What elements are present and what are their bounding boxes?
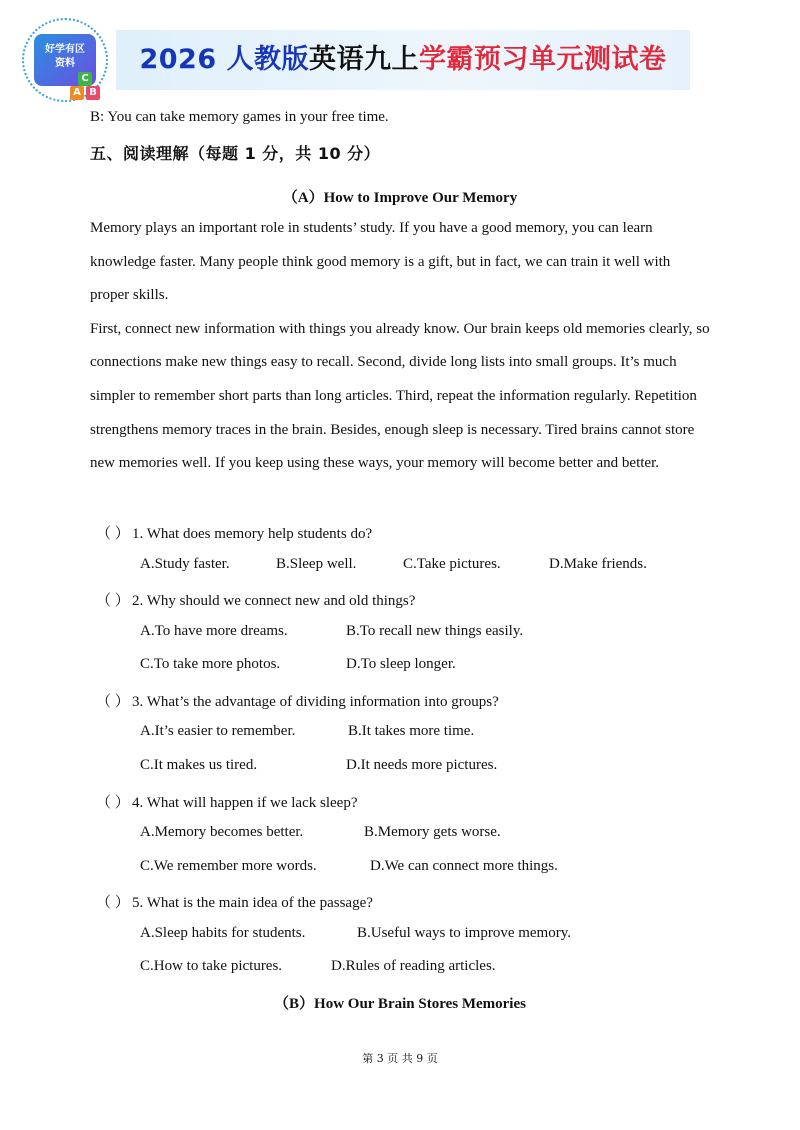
section-heading: 五、阅读理解（每题 1 分，共 10 分） [90, 144, 381, 163]
q5-option-b: B.Useful ways to improve memory. [357, 925, 571, 941]
question-stem-5: 5. What is the main idea of the passage? [132, 895, 373, 911]
page-title [116, 30, 690, 90]
q1-option-c: C.Take pictures. [403, 556, 501, 572]
q1-option-a: A.Study faster. [140, 556, 230, 572]
passage-b-title: （B）How Our Brain Stores Memories [274, 996, 526, 1012]
page-number-footer: 第 3 页 共 9 页 [362, 1052, 438, 1065]
title-part-subject: 英语九上 [309, 44, 420, 75]
q5-option-d: D.Rules of reading articles. [331, 958, 496, 974]
question-2 [96, 589, 415, 610]
q3-option-c: C.It makes us tired. [140, 757, 258, 773]
question-1 [96, 522, 372, 543]
q5-option-a: A.Sleep habits for students. [140, 925, 306, 941]
passage-a-paragraph-2: First, connect new information with things you already know. Our brain keeps old memories clearly, so connections make new things easy to recall. Second, divide long lists into small groups. It’s much simpler to remember short parts than long articles. Third, repeat the information regularly. Repetition strengthens memory traces in the brain. Besides, enough sleep is necessary. Tired brains cannot store new memories well. If you keep using these ways, your memory will become better and better. [90, 320, 710, 472]
title-banner [116, 30, 690, 90]
question-stem-3: 3. What’s the advantage of dividing information into groups? [132, 694, 499, 710]
q4-option-d: D.We can connect more things. [370, 858, 558, 874]
q5-option-c: C.How to take pictures. [140, 958, 283, 974]
question-stem-1: 1. What does memory help students do? [132, 526, 373, 542]
answer-blank-3[interactable]: （ ） [96, 694, 130, 710]
abc-block-b-icon: B [86, 86, 100, 100]
answer-blank-5[interactable]: （ ） [96, 895, 130, 911]
previous-answer-line: B: You can take memory games in your free time. [90, 109, 389, 125]
title-part-edition: 2026 人教版 [139, 44, 310, 75]
logo-text-line2: 资料 [55, 58, 75, 69]
passage-a-paragraph-1: Memory plays an important role in students’ study. If you have a good memory, you can learn knowledge faster. Many people think good memory is a gift, but in fact, we can train it well with proper skills. [90, 220, 671, 304]
q2-option-c: C.To take more photos. [140, 656, 281, 672]
q4-option-a: A.Memory becomes better. [140, 824, 304, 840]
site-logo [22, 18, 108, 102]
q2-option-b: B.To recall new things easily. [346, 623, 524, 639]
q3-option-a: A.It’s easier to remember. [140, 723, 296, 739]
answer-blank-4[interactable]: （ ） [96, 795, 130, 811]
question-5 [96, 891, 373, 912]
q3-option-b: B.It takes more time. [348, 723, 475, 739]
question-stem-4: 4. What will happen if we lack sleep? [132, 795, 358, 811]
abc-block-c-icon: C [78, 72, 92, 86]
q4-option-c: C.We remember more words. [140, 858, 317, 874]
q4-option-b: B.Memory gets worse. [364, 824, 501, 840]
answer-blank-2[interactable]: （ ） [96, 593, 130, 609]
q1-option-d: D.Make friends. [549, 556, 647, 572]
passage-a-body [90, 212, 710, 481]
q1-option-b: B.Sleep well. [276, 556, 357, 572]
question-3 [96, 690, 499, 711]
question-stem-2: 2. Why should we connect new and old things? [132, 593, 416, 609]
logo-text-line1: 好学有区 [45, 44, 85, 55]
q3-option-d: D.It needs more pictures. [346, 757, 498, 773]
answer-blank-1[interactable]: （ ） [96, 526, 130, 542]
passage-a-title: （A）How to Improve Our Memory [282, 190, 518, 206]
question-4 [96, 791, 357, 812]
abc-block-a-icon: A [70, 86, 84, 100]
title-part-series: 学霸预习单元测试卷 [419, 44, 667, 75]
q2-option-a: A.To have more dreams. [140, 623, 288, 639]
q2-option-d: D.To sleep longer. [346, 656, 456, 672]
